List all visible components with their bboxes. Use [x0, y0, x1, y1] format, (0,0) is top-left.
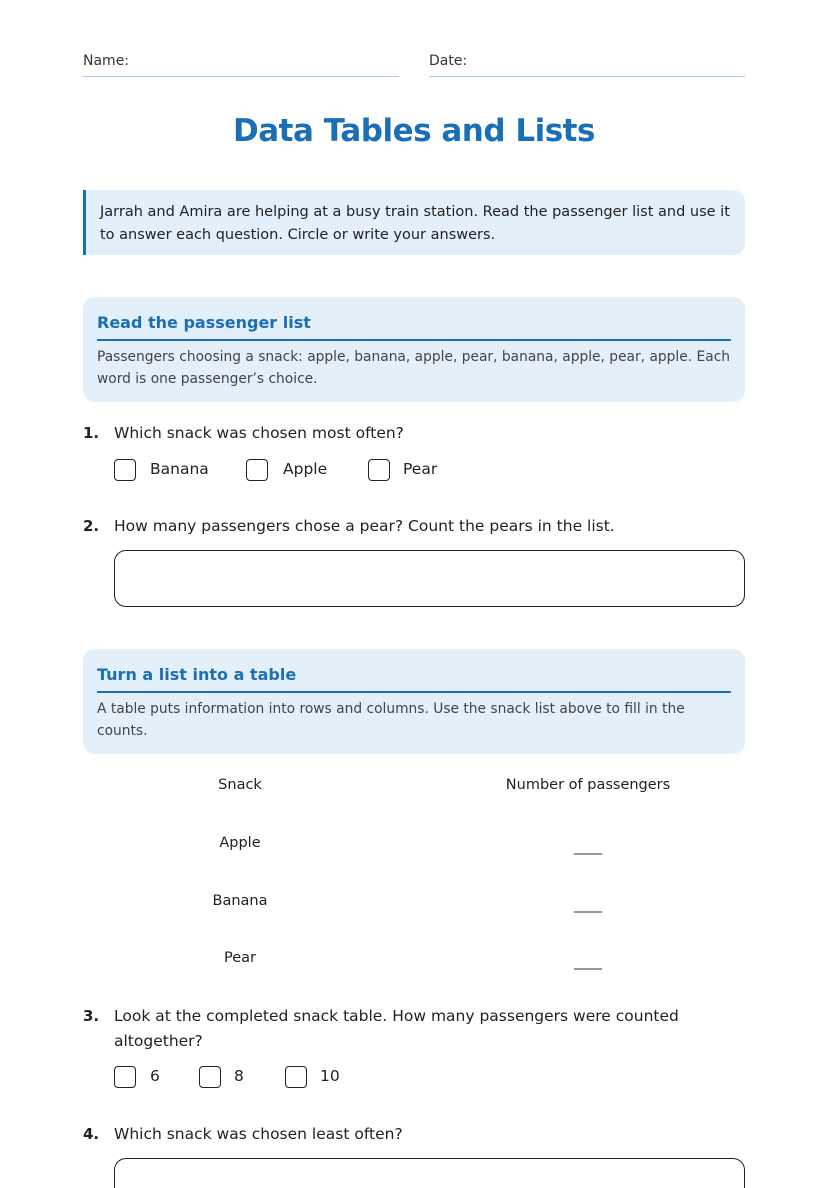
option-label: Apple [283, 460, 328, 478]
table-header: Number of passengers [505, 777, 671, 793]
section-title: Turn a list into a table [97, 663, 731, 693]
checkbox[interactable] [285, 1066, 307, 1088]
checkbox[interactable] [246, 459, 268, 481]
option-label: Banana [150, 460, 209, 478]
table-cell: Pear [224, 950, 256, 966]
intro-callout: Jarrah and Amira are helping at a busy train station. Read the passenger list and use it to answer each question. Circle or write your answers. [83, 190, 745, 255]
option-label: 10 [320, 1067, 340, 1085]
date-label: Date: [429, 53, 468, 69]
answer-box[interactable] [114, 550, 745, 607]
name-field[interactable] [83, 50, 399, 77]
checkbox[interactable] [114, 459, 136, 481]
table-header-row [83, 770, 745, 800]
table-header: Snack [218, 777, 262, 793]
answer-box[interactable] [114, 1158, 745, 1188]
count-blank[interactable]: ____ [574, 897, 602, 913]
checkbox[interactable] [114, 1066, 136, 1088]
section-title: Read the passenger list [97, 311, 731, 341]
question-number: 3. [83, 1007, 100, 1025]
table-row [83, 886, 745, 916]
table-row [83, 828, 745, 858]
question-text: Look at the completed snack table. How many passengers were counted altogether? [114, 1007, 679, 1050]
table-cell: Apple [219, 835, 261, 851]
page-title: Data Tables and Lists [233, 113, 595, 149]
question-number: 2. [83, 517, 100, 535]
section-body: Passengers choosing a snack: apple, banana, apple, pear, banana, apple, pear, apple. Each word is one passenger’s choice. [97, 349, 731, 387]
question-text: Which snack was chosen least often? [114, 1125, 403, 1143]
question-number: 4. [83, 1125, 100, 1143]
date-field[interactable] [429, 50, 745, 77]
name-label: Name: [83, 53, 130, 69]
table-cell: Banana [212, 893, 268, 909]
question-text: How many passengers chose a pear? Count the pears in the list. [114, 517, 615, 535]
table-row [83, 943, 745, 973]
count-blank[interactable]: ____ [574, 954, 602, 970]
section-passenger-list [83, 297, 745, 402]
header-fields [83, 50, 745, 78]
option-label: 8 [234, 1067, 244, 1085]
checkbox[interactable] [199, 1066, 221, 1088]
option-label: Pear [403, 460, 438, 478]
section-body: A table puts information into rows and columns. Use the snack list above to fill in the counts. [97, 701, 685, 739]
question-number: 1. [83, 424, 100, 442]
section-list-to-table [83, 649, 745, 754]
question-text: Which snack was chosen most often? [114, 424, 404, 442]
checkbox[interactable] [368, 459, 390, 481]
count-blank[interactable]: ____ [574, 839, 602, 855]
option-label: 6 [150, 1067, 160, 1085]
